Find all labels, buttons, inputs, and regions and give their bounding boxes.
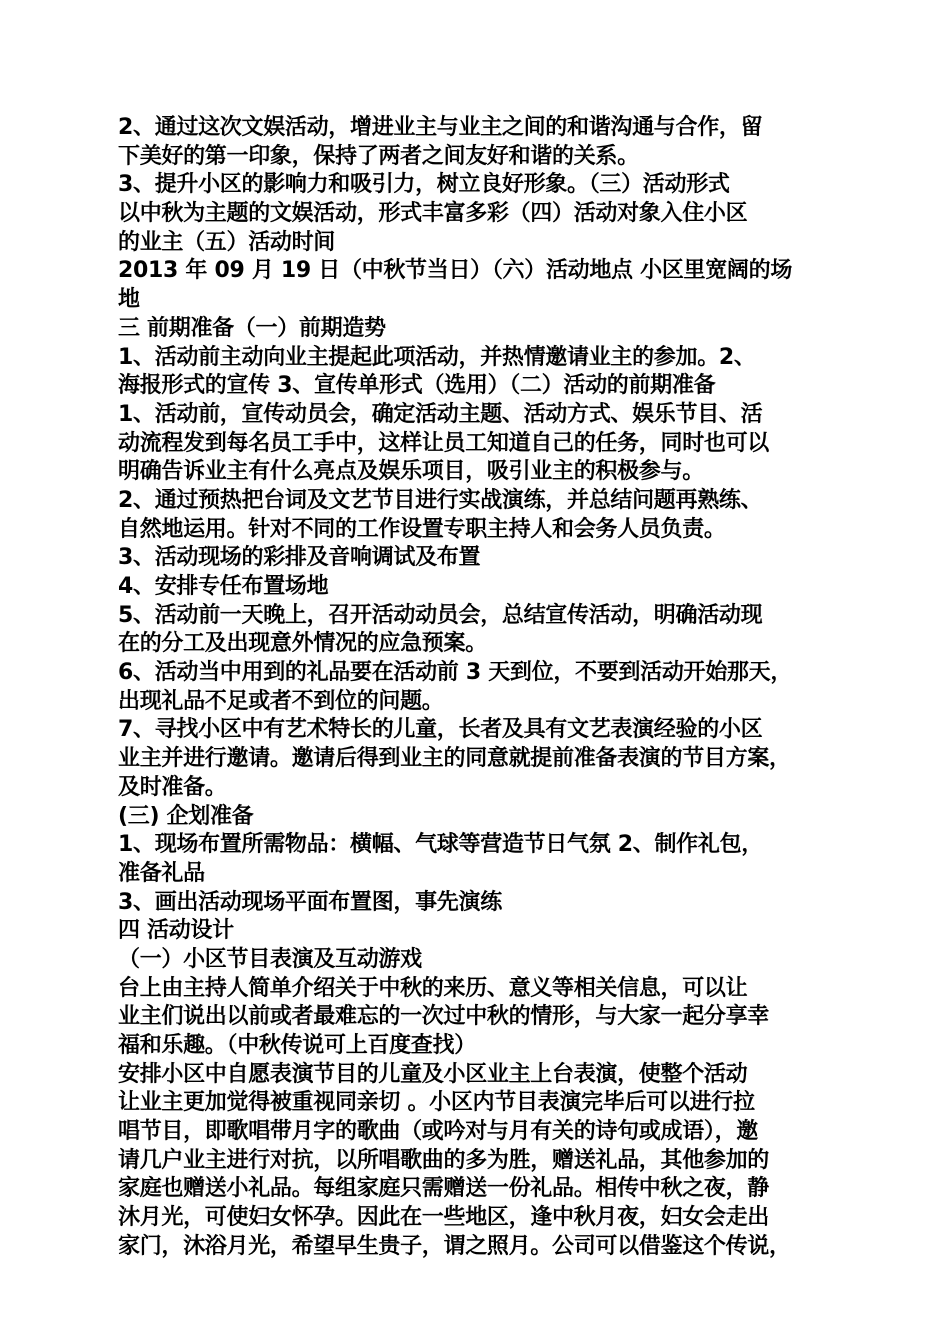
text-line: 明确告诉业主有什么亮点及娱乐项目，吸引业主的积极参与。 bbox=[118, 459, 704, 485]
document-body bbox=[118, 114, 840, 1262]
text-line: （一）小区节目表演及互动游戏 bbox=[118, 946, 422, 972]
text-line: 台上由主持人简单介绍关于中秋的来历、意义等相关信息，可以让 bbox=[118, 975, 748, 1001]
text-line: 出现礼品不足或者不到位的问题。 bbox=[118, 688, 444, 714]
text-line: 地 bbox=[118, 287, 140, 313]
text-line: 请几户业主进行对抗，以所唱歌曲的多为胜，赠送礼品，其他参加的 bbox=[118, 1147, 770, 1173]
text-line: 3、提升小区的影响力和吸引力，树立良好形象。（三）活动形式 bbox=[118, 172, 730, 198]
text-line: 7、寻找小区中有艺术特长的儿童，长者及具有文艺表演经验的小区 bbox=[118, 717, 763, 743]
text-line: 1、活动前，宣传动员会，确定活动主题、活动方式、娱乐节目、活 bbox=[118, 401, 763, 427]
text-line: 准备礼品 bbox=[118, 860, 205, 886]
text-line: 2、通过预热把台词及文艺节目进行实战演练，并总结问题再熟练、 bbox=[118, 487, 763, 513]
text-line: 1、活动前主动向业主提起此项活动，并热情邀请业主的参加。2、 bbox=[118, 344, 756, 370]
text-line: 海报形式的宣传 3、宣传单形式（选用）（二）活动的前期准备 bbox=[118, 373, 716, 399]
text-line: 5、活动前一天晚上，召开活动动员会，总结宣传活动，明确活动现 bbox=[118, 602, 763, 628]
text-line: 3、画出活动现场平面布置图，事先演练 bbox=[118, 889, 502, 915]
text-line: 业主们说出以前或者最难忘的一次过中秋的情形，与大家一起分享幸 bbox=[118, 1004, 770, 1030]
text-line: 安排小区中自愿表演节目的儿童及小区业主上台表演，使整个活动 bbox=[118, 1061, 748, 1087]
text-line: 唱节目，即歌唱带月字的歌曲（或吟对与月有关的诗句或成语），邀 bbox=[118, 1119, 759, 1145]
text-line: 下美好的第一印象，保持了两者之间友好和谐的关系。 bbox=[118, 143, 639, 169]
text-line: 及时准备。 bbox=[118, 774, 227, 800]
text-line: 三 前期准备（一）前期造势 bbox=[118, 315, 386, 341]
text-line: 家门，沐浴月光，希望早生贵子，谓之照月。公司可以借鉴这个传说， bbox=[118, 1233, 791, 1259]
text-line: 2013 年 09 月 19 日（中秋节当日）（六）活动地点 小区里宽阔的场 bbox=[118, 258, 793, 284]
text-line: 让业主更加觉得被重视同亲切 。小区内节目表演完毕后可以进行拉 bbox=[118, 1090, 755, 1116]
text-line: 自然地运用。针对不同的工作设置专职主持人和会务人员负责。 bbox=[118, 516, 726, 542]
text-line: 以中秋为主题的文娱活动，形式丰富多彩（四）活动对象入住小区 bbox=[118, 201, 748, 227]
text-line: 6、活动当中用到的礼品要在活动前 3 天到位，不要到活动开始那天， bbox=[118, 660, 793, 686]
text-line: 的业主（五）活动时间 bbox=[118, 229, 336, 255]
text-line: 家庭也赠送小礼品。每组家庭只需赠送一份礼品。相传中秋之夜，静 bbox=[118, 1176, 770, 1202]
text-line: (三) 企划准备 bbox=[118, 803, 254, 829]
text-line: 1、现场布置所需物品：横幅、气球等营造节日气氛 2、制作礼包， bbox=[118, 832, 763, 858]
text-line: 2、通过这次文娱活动，增进业主与业主之间的和谐沟通与合作，留 bbox=[118, 115, 763, 140]
text-line: 沐月光，可使妇女怀孕。因此在一些地区，逢中秋月夜，妇女会走出 bbox=[118, 1205, 770, 1231]
text-line: 在的分工及出现意外情况的应急预案。 bbox=[118, 631, 487, 657]
text-line: 4、安排专任布置场地 bbox=[118, 574, 329, 599]
text-line: 福和乐趣。（中秋传说可上百度查找） bbox=[118, 1033, 476, 1058]
text-line: 3、活动现场的彩排及音响调试及布置 bbox=[118, 545, 481, 571]
text-line: 四 活动设计 bbox=[118, 918, 234, 944]
text-line: 动流程发到每名员工手中，这样让员工知道自己的任务，同时也可以 bbox=[118, 430, 770, 456]
text-line: 业主并进行邀请。邀请后得到业主的同意就提前准备表演的节目方案， bbox=[118, 746, 791, 772]
